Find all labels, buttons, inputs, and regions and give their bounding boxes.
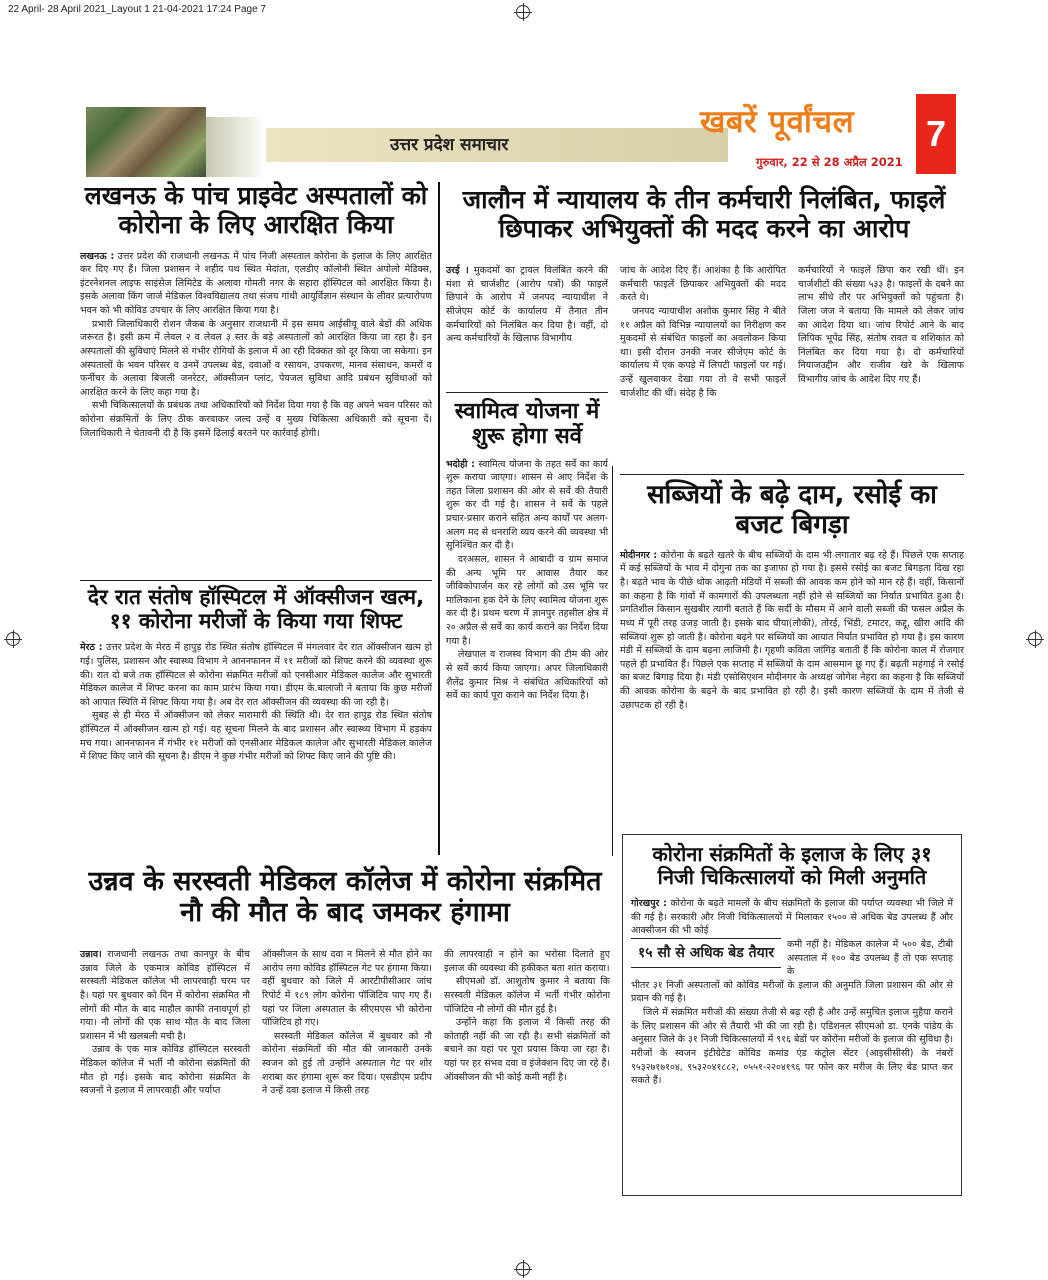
article-body [262,948,432,1098]
header-photo [86,107,206,177]
paragraph: मुकदमों का ट्रायल विलंबित करने की मंशा से चार्जशीट (आरोप पत्रों) की फाइलें छिपाने के आरोप में जनपद न्यायाधीश ने सीजेएम कोर्ट के कार्यालय में तैनात तीन कर्मचारियों को निलंबित कर दिया है। वहीं, दो अन्य कर्मचारियों के खिलाफ विभागीय [446,265,608,345]
paragraph: उत्तर प्रदेश की राजधानी लखनऊ में पांच निजी अस्पताल कोरोना के इलाज के लिए आरक्षित कर दिए गए हैं। जिला प्रशासन ने शहीद पथ स्थित मेदांता, एलडीए कॉलोनी स्थित अपोलो मेडिक्स, इंटरनेशनल लाइफ साइंसेज लिमिटेड के अलावा गोमती नगर के सहारा हॉस्पिटल को आरक्षित किया है। इसके अलावा किंग जार्ज मेडिकल विश्वविद्यालय तथा संजय गांधी आयुर्विज्ञान संस्थान के लीवर प्रत्यारोपण भवन को भी कोविड उपचार के लिए आरक्षित किया गया है। [80,250,432,316]
column-rule [612,466,613,856]
page-number: 7 [916,94,956,174]
paragraph: दरअसल, शासन ने आबादी व ग्राम समाज की अन्य भूमि पर आवास तैयार कर जीविकोपार्जन कर रहे लोगों को उस भूमि पर मालिकाना हक देने के लिए स्वामित्व योजना शुरू कर दी है। प्रथम चरण में ज्ञानपुर तहसील क्षेत्र में २० अप्रैल से सर्वे का कार्य कराने का निर्देश दिया गया है। [446,553,608,647]
paragraph: सरस्वती मेडिकल कॉलेज में बुधवार को नौ कोरोना संक्रमितों की मौत की जानकारी उनके स्वजन को हुई तो उन्होंने अस्पताल गेट पर शोर शराबा कर हंगामा शुरू कर दिया। एसडीएम प्रदीप ने उन्हें दवा इलाज में किसी तरह [262,1030,432,1097]
article-unnao [80,866,610,928]
column-rule [438,182,440,855]
paragraph: उन्होंने कहा कि इलाज में किसी तरह की कोताही नहीं की जा रही है। सभी संक्रमितों को बचाने का यहां पर पूरा प्रयास किया जा रहा है। यहां पर हर संभव दवा व इंजेक्शन दिए जा रहे हैं। ऑक्सीजन की भी कोई कमी नहीं है। [444,1017,610,1083]
section-title: उत्तर प्रदेश समाचार [390,135,509,155]
paragraph: सुबह से ही मेरठ में ऑक्सीजन को लेकर मारामारी की स्थिति थी। देर रात हापुड़ रोड स्थित संतोष हॉस्पिटल में ऑक्सीजन खत्म हो गई। यह सूचना मिलने के बाद प्रशासन और स्वास्थ्य विभाग में हड़कंप मच गया। आननफानन में गंभीर ११ मरीजों को एनसीआर मेडिकल कालेज और सुभारती मेडिकल कालेज में शिफ्ट किए जाने की सूचना है। डीएम ने कुछ गंभीर मरीजों को शिफ्ट किए जाने की पुष्टि की। [80,710,432,763]
paragraph: ऑक्सीजन के साथ दवा न मिलने से मौत होने का आरोप लगा कोविड हॉस्पिटल गेट पर हंगामा किया। वहीं बुधवार को जिले में आरटीपीसीआर जांच रिपोर्ट में १८९ लोग कोरोना पॉजिटिव पाए गए हैं। यहां पर जिला अस्पताल के सीएमएस भी कोरोना पॉजिटिव हो गए। [262,949,432,1029]
headline: स्वामित्व योजना में शुरू होगा सर्वे [446,392,608,450]
registration-mark [1028,632,1042,646]
article-body [80,948,250,1098]
article-modinagar [620,474,964,712]
dateline: भदोही : [446,458,475,470]
masthead-brand: खबरें पूर्वांचल [700,104,855,140]
paragraph: जनपद न्यायाधीश अशोक कुमार सिंह ने बीते ११ अप्रैल को विभिन्न न्यायालयों का निरीक्षण कर मुकदमों से संबंधित फाइलों का अवलोकन किया था। इसी दौरान उनकी नजर सीजेएम कोर्ट के कार्यालय में एक कपड़े में लिपटी फाइलों पर गई। उन्हें खुलवाकर देखा गया तो वे सभी फाइलें चार्जशीट की थीं। संदेह है कि [620,305,786,399]
article-body [620,264,786,400]
article-body [446,264,608,346]
dateline: उन्नाव। [80,949,102,960]
paragraph: कमी नहीं है। मेडिकल कालेज में ५०० बेड, टीबी अस्पताल में १०० बेड उपलब्ध हैं तो एक सप्ताह के [787,938,953,978]
paragraph: भीतर ३१ निजी अस्पतालों को कोविड मरीजों के इलाज की अनुमति जिला प्रशासन की ओर से प्रदान की गई है। [631,979,953,1005]
article-jalaun [446,186,962,244]
headline: कोरोना संक्रमितों के इलाज के लिए ३१ निजी चिकित्सालयों को मिली अनुमति [652,842,932,889]
article-lucknow [80,182,432,440]
headline: उन्नव के सरस्वती मेडिकल कॉलेज में कोरोना संक्रमित नौ की मौत के बाद जमकर हंगामा [88,866,602,929]
article-bhadohi [446,392,608,703]
paragraph: स्वामित्व योजना के तहत सर्वे का कार्य शुरू कराया जाएगा। शासन से आए निर्देश के तहत जिला प्रशासन की ओर से सर्वे की तैयारी शुरू कर दी गई है। शासन ने सर्वे के पहले प्रचार-प्रसार कराने सहित अन्य कार्यों पर अलग-अलग मद से धनराशि व्यय करने की व्यवस्था भी सुनिश्चित कर दी है। [446,458,608,552]
paragraph: लेखपाल व राजस्व विभाग की टीम की ओर से सर्वे कार्य किया जाएगा। अपर जिलाधिकारी शैलेंद्र कुमार मिश्र ने संबंधित अधिकारियों को सर्वे का कार्य पूरा कराने का निर्देश दिया है। [446,649,608,702]
article-body [446,458,608,703]
paragraph: सभी चिकित्सालयों के प्रबंधक तथा अधिकारियों को निर्देश दिया गया है कि वह अपने भवन परिसर को कोरोना संक्रमितों के लिए ठीक करवाकर जल्द उन्हें व मुख्य चिकित्सा अधिकारी को सूचना दें। जिलाधिकारी ने चेतावनी दी है कि इसमें ढिलाई बरतने पर कार्रवाई होगी। [80,400,432,439]
dateline: मेरठ : [80,642,103,654]
paragraph: कोरोना के बढ़ते मामलों के बीच संक्रमितों के इलाज की पर्याप्त व्यवस्था भी जिले में की गई है। सरकारी और निजी चिकित्सालयों में मिलाकर १५०० से अधिक बेड उपलब्ध हैं और आक्सीजन की भी कोई [631,898,953,937]
article-body [631,897,953,1088]
dateline: गोरखपुर : [631,898,667,909]
registration-mark [516,1262,530,1276]
dateline: उरई । [446,265,469,276]
headline: जालौन में न्यायालय के तीन कर्मचारी निलंबित, फाइलें छिपाकर अभियुक्तों की मदद करने का आरोप [462,185,946,243]
paragraph: कर्मचारियों ने फाइलें छिपा कर रखी थीं। इन चार्जशीटों की संख्या ५३३ है। फाइलों के दबने का लाभ सीधे तौर पर अभियुक्तों को पहुंचता है। जिला जज ने बताया कि मामले को लेकर जांच का आदेश दिया था। जांच रिपोर्ट आने के बाद लिपिक भूपेंद्र सिंह, संतोष रावत व शशिकांत को निलंबित कर दिया गया है। दो कर्मचारियों नियाजउद्दीन और राजीव खरे के खिलाफ विभागीय जांच के आदेश दिए गए हैं। [798,265,964,385]
article-body [80,641,432,764]
paragraph: प्रभारी जिलाधिकारी रोशन जैकब के अनुसार राजधानी में इस समय आईसीयू वाले बेडों की अधिक जरूरत है। इसी क्रम में लेवल २ व लेवल ३ स्तर के बड़े अस्पतालों को आरक्षित किया जा रहा है। इन अस्पतालों की सुविधाएं मिलने से गंभीर रोगियों के इलाज में आ रही दिक्कत को दूर किया जा सकेगा। इन अस्पतालों के भवन परिसर व उनमें उपलब्ध बेड, दवाओं व रसायन, उपकरण, मानव संसाधन, कमरों व फर्नीचर के अलावा बिजली जनरेटर, ऑक्सीजन प्लांट, पेयजल सुविधा आदि प्रबंधन सुविधाओं को आरक्षित करने के लिए कहा गया है। [80,318,432,398]
headline: देर रात संतोष हॉस्पिटल में ऑक्सीजन खत्म, ११ कोरोना मरीजों के किया गया शिफ्ट [80,580,432,633]
headline: लखनऊ के पांच प्राइवेट अस्पतालों को कोरोना के लिए आरक्षित किया [84,181,428,239]
paragraph: की लापरवाही न होने का भरोसा दिलाते हुए इलाज की व्यवस्था की हकीकत बता शांत कराया। [444,949,610,974]
paragraph: सीएमओ डॉ. आशुतोष कुमार ने बताया कि सरस्वती मेडिकल कॉलेज में भर्ती गंभीर कोरोना पॉजिटिव नौ लोगों की मौत हुई है। [444,976,610,1015]
headline: सब्जियों के बढ़े दाम, रसोई का बजट बिगड़ा [620,474,964,541]
article-gorakhpur [622,834,962,1196]
paragraph: उत्तर प्रदेश के मेरठ में हापुड़ रोड स्थित संतोष हॉस्पिटल में मंगलवार देर रात ऑक्सीजन खत्म हो गई। पुलिस, प्रशासन और स्वास्थ्य विभाग ने आननफानन में ११ मरीजों को शिफ्ट करने की व्यवस्था शुरू की। रात दो बजे तक हॉस्पिटल से कोरोना संक्रमित मरीजों को एनसीआर मेडिकल कालेज और सुभारती मेडिकल कालेज में शिफ्ट करना का काम प्रारंभ किया गया। डीएम के.बालाजी ने बताया कि कुछ मरीजों को आपात स्थिति में शिफ्ट किया गया है। अब देर रात ऑक्सीजन की व्यवस्था की जा रही है। [80,642,432,708]
paragraph: कोरोना के बढ़ते खतरे के बीच सब्जियों के दाम भी लगातार बढ़ रहे हैं। पिछले एक सप्ताह में कई सब्जियों के भाव में दोगुना तक का इजाफा हो गया है। इससे रसोई का बजट बिगड़ता दिख रहा है। बढ़ते भाव के पीछे थोक आढ़ती मंडियों में सब्जी की आवक कम होने को मान रहे हैं। वहीं, किसानों का कहना है कि गांवों में कामगारों की उपलब्धता नहीं होने से सब्जियों का निर्यात प्रभावित हुआ है। प्रगतिशील किसान सुखबीर त्यागी बताते हैं कि सर्दी के मौसम में आने वाली सब्जी की फसल अप्रैल के मध्य में पूरी तरह उजड़ जाती है। इसके बाद घीया(लौकी), तोरई, भिंडी, टमाटर, कद्दू, खीरा आदि की सब्जियां शुरू हो जाती है। कोरोना बढ़ने पर सब्जियों का आयात निर्यात प्रभावित हो गया है। इस कारण मंडी में सब्जियों के दाम बढ़ना लाजिमी है। गृहणी कविता जांगिड़ बताती हैं कि कोरोना काल में रोजगार पहले ही प्रभावित हैं। पिछले एक सप्ताह में सब्जियों के दाम आसमान छू गए हैं। बढ़ती महंगाई ने रसोई का बजट बिगाड़ दिया है। मंडी एसोसिएशन मोदीनगर के अध्यक्ष जोगेश नेहरा का कहना है कि सब्जियों की आवक कोरोना के बढ़ने के बाद प्रभावित हो रही है। इसी कारण सब्जियों के दाम में तेजी से उछापटक हो रही है। [620,549,964,711]
article-body [798,264,964,387]
dateline: लखनऊ : [80,250,115,262]
article-body [620,549,964,713]
paragraph: उन्नाव के एक मात्र कोविड हॉस्पिटल सरस्वती मेडिकल कॉलेज में भर्ती नौ कोरोना संक्रमितों की मौत हो गई। इसके बाद कोरोना संक्रमित के स्वजनों ने इलाज में लापरवाही और पर्याप्त [80,1044,250,1097]
paragraph: जिले में संक्रमित मरीजों की संख्या तेजी से बढ़ रही है और उन्हें समुचित इलाज मुहैया कराने के लिए प्रशासन की ओर से तैयारी भी की जा रही है। एडिशनल सीएमओ डा. एनके पांडेय के अनुसार जिले के ३१ निजी चिकित्सालयों में ९१६ बेडों पर कोरोना मरीजों के इलाज की सुविधा है। मरीजों के स्वजन इंटीग्रेटेड कोविड कमांड एंड कंट्रोल सेंटर (आइसीसीसी) के नंबरों ९५३२७१७१०४, ९५३२०४१८८२, ०५५१-२२०४१९६ पर फोन कर मरीज के लिए बेड प्राप्त कर सकते हैं। [631,1007,953,1087]
dateline: मोदीनगर : [620,549,658,561]
article-body [444,948,610,1084]
registration-mark [6,632,20,646]
registration-mark [516,5,530,19]
article-body [80,250,432,441]
paragraph: राजधानी लखनऊ तथा कानपुर के बीच उन्नाव जिले के एकमात्र कोविड हॉस्पिटल में सरस्वती मेडिकल कॉलेज भी लापरवाही चरम पर है। यहां पर बुधवार को दिन में कोरोना संक्रमित नौ लोगों की मौत के बाद माहौल काफी तनावपूर्ण हो गया। नौ लोगों की एक साथ मौत के बाद जिला प्रशासन में भी खलबली मची है। [80,949,250,1042]
issue-date: गुरुवार, 22 से 28 अप्रैल 2021 [756,155,903,169]
article-meerut [80,580,432,764]
paragraph: जांच के आदेश दिए हैं। आशंका है कि आरोपित कर्मचारी फाइलें छिपाकर अभियुक्तों की मदद करते थे। [620,265,786,304]
subheading: १५ सौ से अधिक बेड तैयार [631,938,781,968]
page-slug: 22 April- 28 April 2021_Layout 1 21-04-2021 17:24 Page 7 [8,4,266,15]
